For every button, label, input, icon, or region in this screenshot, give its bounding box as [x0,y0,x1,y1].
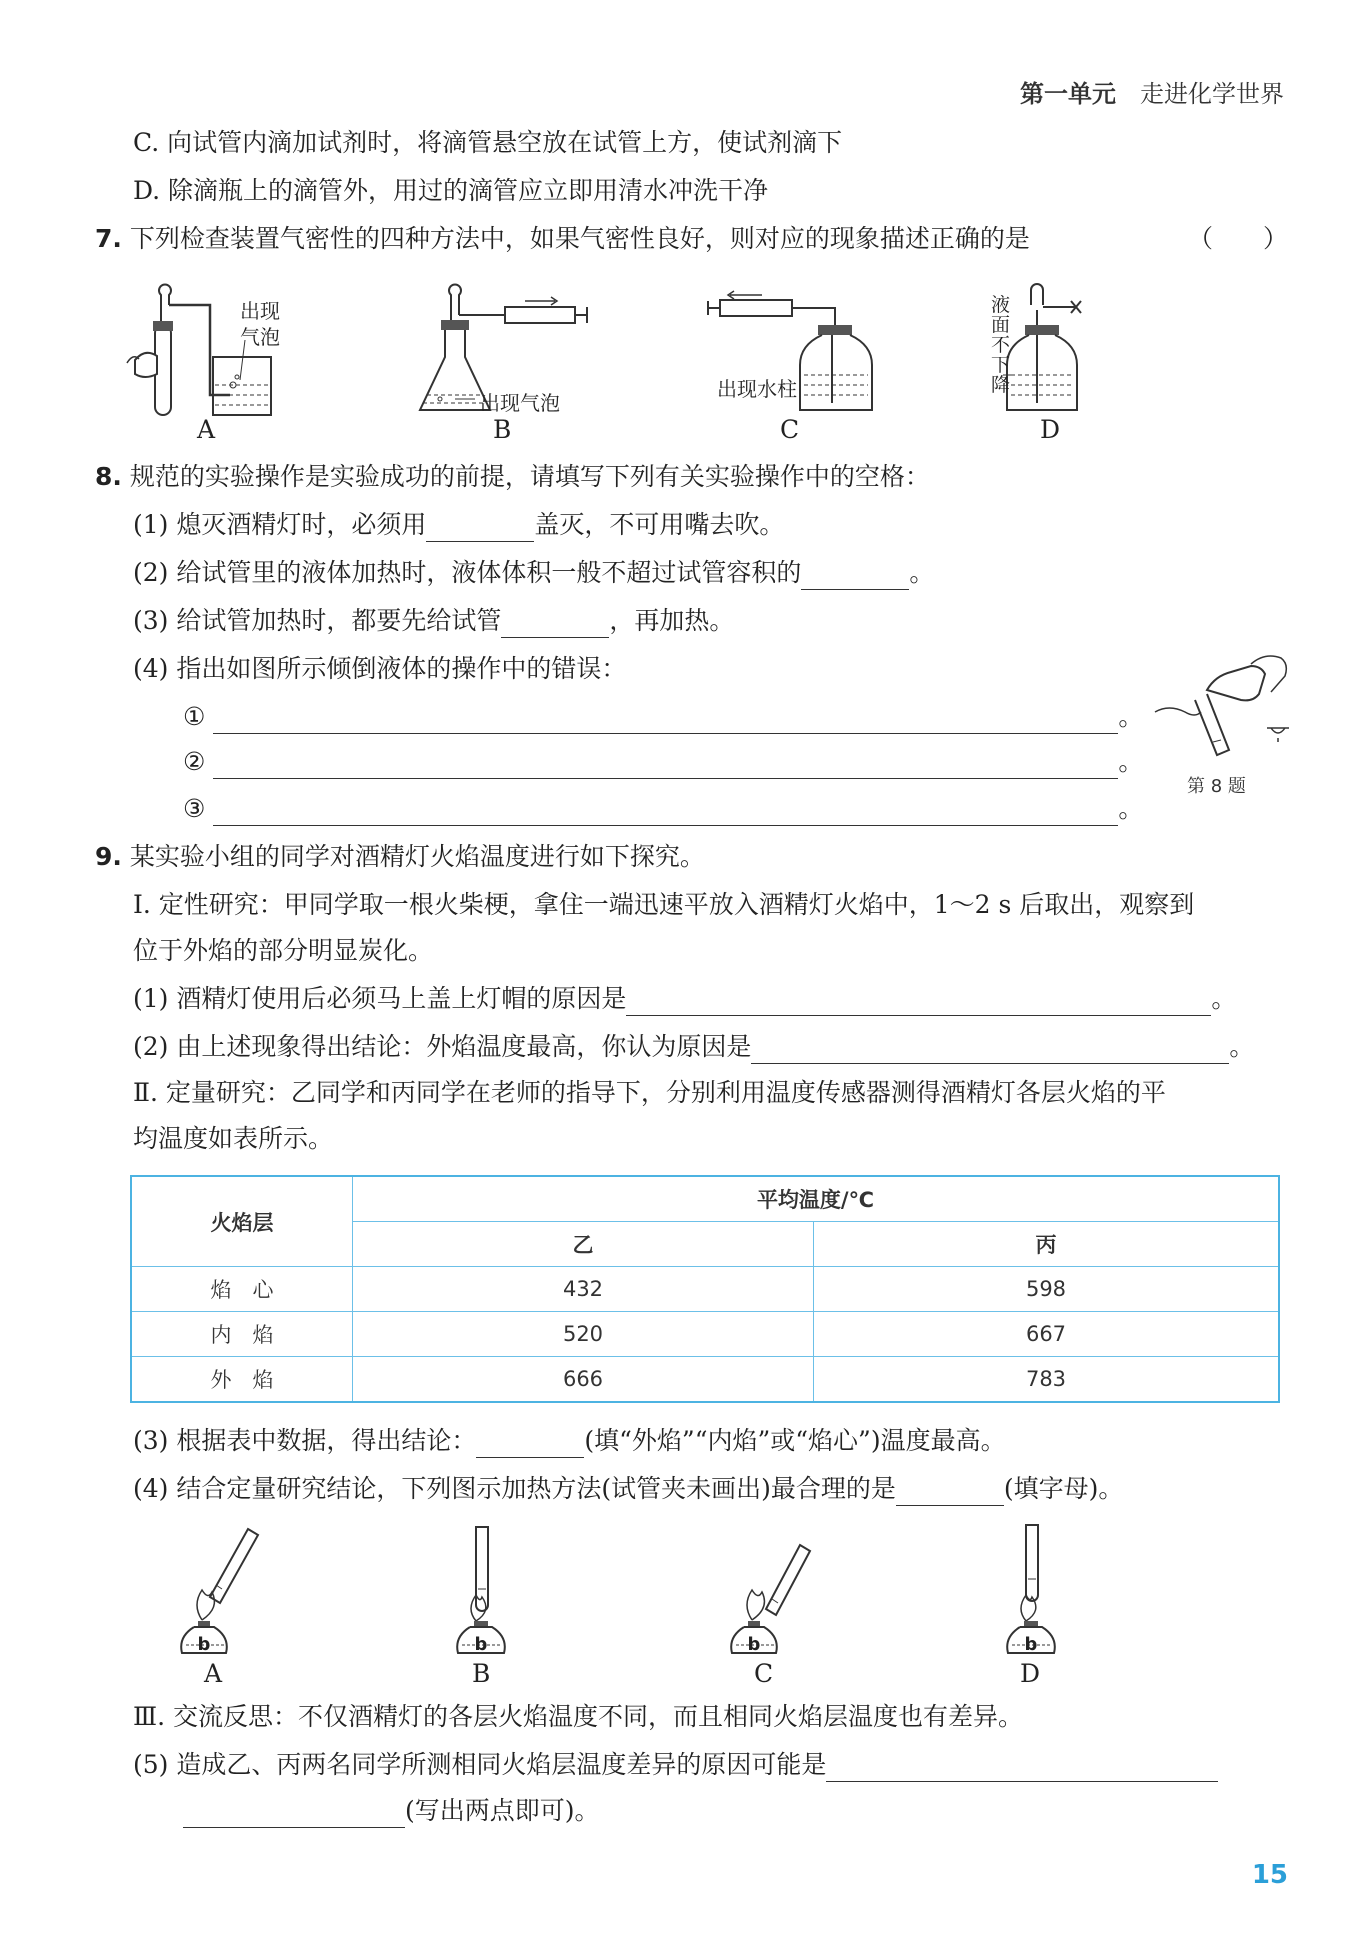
q9-sub5-blank-1[interactable] [826,1755,1218,1782]
svg-text:b: b [1024,1634,1038,1655]
q8-sub3-tail: ，再加热。 [609,606,735,635]
q9-sub5-tail: (写出两点即可)。 [405,1796,600,1825]
fig-a-label: A [197,415,216,444]
q9-sub2 [133,1030,1254,1064]
circled-1: ① [183,702,206,731]
table-header-yi: 乙 [353,1222,814,1267]
svg-text:b: b [197,1634,211,1655]
q7-answer-paren: （ ） [1188,224,1289,253]
fig-d-note-char: 面 [991,314,1011,336]
q9-sub5-text: (5) 造成乙、丙两名同学所测相同火焰层温度差异的原因可能是 [133,1750,827,1779]
q8-figure-caption: 第 8 题 [1187,776,1246,797]
q9-sub3-tail: (填“外焰”“内焰”或“焰心”)温度最高。 [584,1426,1006,1455]
q9-sub5-blank-2[interactable] [183,1801,405,1828]
fig-d-note-char: 液 [991,294,1011,316]
q7-figure-d [985,285,1125,444]
q9-number: 9. [95,842,122,871]
q8-sub4: (4) 指出如图所示倾倒液体的操作中的错误： [133,654,627,683]
svg-text:b: b [747,1634,761,1655]
q8-sub3 [133,604,734,638]
q8-text: 规范的实验操作是实验成功的前提，请填写下列有关实验操作中的空格： [129,462,930,491]
lamp-vertical-tube-bottom [452,1525,522,1680]
fig-d-note-char: 不 [991,334,1011,356]
q8-sub1-tail: 盖灭，不可用嘴去吹。 [534,510,785,539]
q8-sub2-text: (2) 给试管里的液体加热时，液体体积一般不超过试管容积的 [133,558,802,587]
table-cell-bing: 667 [814,1312,1280,1357]
svg-text:b: b [474,1634,488,1655]
table-header-bing: 丙 [814,1222,1280,1267]
heating-label-d: D [1020,1659,1041,1688]
heating-label-b: B [472,1659,491,1688]
q7-stem [95,222,1030,256]
table-cell-bing: 783 [814,1357,1280,1403]
q9-sub3-blank[interactable] [476,1431,584,1458]
heating-figure-d [1002,1525,1072,1688]
heating-figure-c [730,1525,820,1688]
circled-3: ③ [183,794,206,823]
q8-sub2-blank[interactable] [801,563,909,590]
q9-stem [95,840,705,874]
q8-sub3-text: (3) 给试管加热时，都要先给试管 [133,606,502,635]
airtight-check-hand-apparatus [125,285,325,420]
q9-part1-line2: 位于外焰的部分明显炭化。 [133,936,434,965]
circled-2: ② [183,747,206,776]
table-cell-yi: 432 [353,1267,814,1312]
q8-error-2-blank[interactable] [213,752,1118,779]
table-cell-layer: 内 焰 [131,1312,353,1357]
q8-sub1-text: (1) 熄灭酒精灯时，必须用 [133,510,427,539]
page-number: 15 [1251,1860,1288,1890]
heating-figure-a [180,1525,270,1688]
q9-sub1 [133,982,1236,1016]
table-cell-layer: 外 焰 [131,1357,353,1403]
q9-sub4-tail: (填字母)。 [1003,1474,1124,1503]
q9-text: 某实验小组的同学对酒精灯火焰温度进行如下探究。 [129,842,705,871]
q8-sub1 [133,508,784,542]
q8-error-2 [183,745,1143,779]
q9-sub5-cont [183,1794,600,1828]
fig-d-note-char: 降 [991,374,1011,396]
table-header-group: 平均温度/℃ [353,1176,1280,1222]
fig-b-note: 出现气泡 [480,391,560,415]
lamp-tilted-tube-outer-flame [180,1525,270,1680]
q8-number: 8. [95,462,122,491]
period: 。 [1118,794,1144,823]
unit-title: 走进化学世界 [1140,80,1284,108]
q9-sub4-text: (4) 结合定量研究结论，下列图示加热方法(试管夹未画出)最合理的是 [133,1474,896,1503]
q9-part1-line1: Ⅰ. 定性研究：甲同学取一根火柴梗，拿住一端迅速平放入酒精灯火焰中，1～2 s 后取出，观察到 [133,890,1195,919]
q7-figure-c [700,285,880,444]
period: 。 [1118,702,1144,731]
q9-part2-line1: Ⅱ. 定量研究：乙同学和丙同学在老师的指导下，分别利用温度传感器测得酒精灯各层火焰的平 [133,1078,1166,1107]
period: 。 [1211,984,1237,1013]
q8-sub1-blank[interactable] [426,515,534,542]
q8-sub3-blank[interactable] [501,611,609,638]
q7-text: 下列检查装置气密性的四种方法中，如果气密性良好，则对应的现象描述正确的是 [129,224,1030,253]
heating-figure-b [452,1525,522,1688]
q6-option-c: C. 向试管内滴加试剂时，将滴管悬空放在试管上方，使试剂滴下 [133,128,843,157]
fig-c-label: C [780,415,800,444]
q8-sub2 [133,556,934,590]
table-row [131,1312,1279,1357]
fig-d-label: D [1040,415,1061,444]
table-cell-layer: 焰 心 [131,1267,353,1312]
q8-error-3 [183,792,1143,826]
q9-sub1-blank[interactable] [626,989,1211,1016]
q6-option-d: D. 除滴瓶上的滴管外，用过的滴管应立即用清水冲洗干净 [133,176,769,205]
heating-label-a: A [204,1659,223,1688]
q9-part2-line2: 均温度如表所示。 [133,1124,334,1153]
q9-sub5 [133,1748,1218,1782]
table-cell-yi: 666 [353,1357,814,1403]
table-row [131,1357,1279,1403]
unit-label: 第一单元 [1020,80,1116,108]
pouring-liquid-illustration [1155,650,1295,760]
fig-c-note: 出现水柱 [717,377,797,401]
q9-part3: Ⅲ. 交流反思：不仅酒精灯的各层火焰温度不同，而且相同火焰层温度也有差异。 [133,1702,1024,1731]
page-header [1020,74,1284,109]
q8-error-3-blank[interactable] [213,799,1118,826]
q7-figure-b [415,285,595,444]
table-cell-yi: 520 [353,1312,814,1357]
table-row [131,1267,1279,1312]
q9-sub3-text: (3) 根据表中数据，得出结论： [133,1426,477,1455]
lamp-tilted-tube-inner-flame [730,1525,820,1680]
fig-b-label: B [493,415,512,444]
q8-stem [95,460,930,494]
q8-error-1 [183,700,1143,734]
q8-error-1-blank[interactable] [213,707,1118,734]
q9-sub4 [133,1472,1123,1506]
q8-figure [1155,650,1295,764]
q9-sub1-text: (1) 酒精灯使用后必须马上盖上灯帽的原因是 [133,984,627,1013]
table-header-layer: 火焰层 [131,1176,353,1267]
q7-number: 7. [95,224,122,253]
lamp-vertical-tube-high [1002,1525,1072,1680]
q9-sub3 [133,1424,1006,1458]
period: 。 [1118,747,1144,776]
heating-label-c: C [754,1659,774,1688]
fig-d-note [991,295,1011,395]
q9-sub2-text: (2) 由上述现象得出结论：外焰温度最高，你认为原因是 [133,1032,752,1061]
table-cell-bing: 598 [814,1267,1280,1312]
q7-figure-a [125,285,325,444]
period: 。 [1229,1032,1255,1061]
fig-d-note-char: 下 [991,354,1011,376]
fig-a-note-line1: 出现 [240,299,280,323]
q8-sub2-tail: 。 [909,558,935,587]
flame-temperature-table [130,1175,1280,1403]
fig-a-note-line2: 气泡 [240,325,280,349]
q9-sub4-blank[interactable] [896,1479,1004,1506]
q9-sub2-blank[interactable] [751,1037,1229,1064]
